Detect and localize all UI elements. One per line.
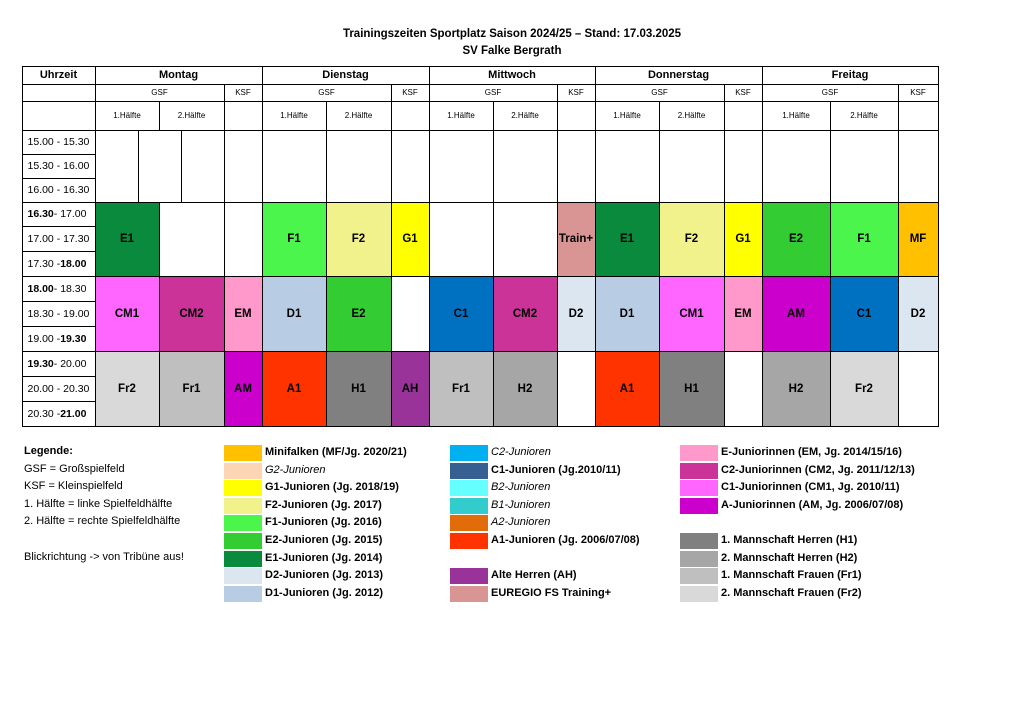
day-header-montag: Montag bbox=[95, 66, 263, 85]
legend-item: B2-Junioren bbox=[491, 481, 551, 494]
page-title: Trainingszeiten Sportplatz Saison 2024/25 – Stand: 17.03.2025 bbox=[342, 28, 682, 40]
slot-d2: D2 bbox=[557, 276, 596, 352]
ksf-subheader bbox=[898, 101, 939, 131]
legend-note: 1. Hälfte = linke Spielfeldhälfte bbox=[24, 497, 173, 510]
slot-h2: H2 bbox=[493, 351, 558, 427]
slot-e2: E2 bbox=[762, 202, 831, 277]
slot-e1: E1 bbox=[95, 202, 160, 277]
time-label: 16.00 - 16.30 bbox=[22, 178, 96, 203]
slot-a1: A1 bbox=[595, 351, 660, 427]
legend-title: Legende: bbox=[24, 445, 73, 457]
slot-g1: G1 bbox=[391, 202, 430, 277]
gsf-header: GSF bbox=[762, 84, 899, 102]
empty-slot bbox=[391, 130, 430, 203]
empty-slot bbox=[557, 351, 596, 427]
ksf-subheader bbox=[724, 101, 763, 131]
legend-item: C1-Juniorinnen (CM1, Jg. 2010/11) bbox=[721, 481, 900, 494]
empty-slot bbox=[262, 130, 327, 203]
slot-fr1: Fr1 bbox=[429, 351, 494, 427]
slot-am: AM bbox=[224, 351, 263, 427]
ksf-subheader bbox=[391, 101, 430, 131]
day-header-mittwoch: Mittwoch bbox=[429, 66, 596, 85]
empty-slot bbox=[557, 130, 596, 203]
club-name: SV Falke Bergrath bbox=[462, 45, 562, 57]
gsf-header: GSF bbox=[262, 84, 392, 102]
legend-swatch bbox=[450, 515, 488, 531]
empty-slot bbox=[429, 130, 494, 203]
legend-swatch bbox=[680, 551, 718, 567]
slot-h1: H1 bbox=[659, 351, 725, 427]
empty-slot bbox=[898, 130, 939, 203]
legend-item: 1. Mannschaft Frauen (Fr1) bbox=[721, 569, 862, 582]
slot-e1: E1 bbox=[595, 202, 660, 277]
legend-swatch bbox=[224, 586, 262, 602]
legend-item: G1-Junioren (Jg. 2018/19) bbox=[265, 481, 399, 494]
legend-swatch bbox=[224, 498, 262, 514]
slot-am: AM bbox=[762, 276, 831, 352]
legend-swatch bbox=[450, 586, 488, 602]
legend-swatch bbox=[224, 551, 262, 567]
legend-item: C1-Junioren (Jg.2010/11) bbox=[491, 463, 621, 476]
slot-c1: C1 bbox=[830, 276, 899, 352]
legend-swatch bbox=[224, 533, 262, 549]
half1-header: 1.Hälfte bbox=[595, 101, 660, 131]
time-header-blank bbox=[22, 84, 96, 102]
gsf-header: GSF bbox=[429, 84, 558, 102]
legend-item: E2-Junioren (Jg. 2015) bbox=[265, 534, 383, 546]
half2-header: 2.Hälfte bbox=[493, 101, 558, 131]
empty-slot bbox=[762, 130, 831, 203]
ksf-subheader bbox=[224, 101, 263, 131]
empty-slot bbox=[595, 130, 660, 203]
slot-ah: AH bbox=[391, 351, 430, 427]
legend-swatch bbox=[224, 463, 262, 479]
half1-header: 1.Hälfte bbox=[262, 101, 327, 131]
empty-slot bbox=[224, 130, 263, 203]
ksf-header: KSF bbox=[391, 84, 430, 102]
slot-em: EM bbox=[224, 276, 263, 352]
time-label: 16.30 - 17.00 bbox=[22, 202, 96, 227]
half1-header: 1.Hälfte bbox=[95, 101, 160, 131]
slot-f1: F1 bbox=[830, 202, 899, 277]
ksf-header: KSF bbox=[557, 84, 596, 102]
legend-swatch bbox=[450, 568, 488, 584]
legend-swatch bbox=[680, 480, 718, 496]
legend-item: C2-Juniorinnen (CM2, Jg. 2011/12/13) bbox=[721, 463, 915, 476]
legend-swatch bbox=[224, 445, 262, 461]
slot-cm1: CM1 bbox=[659, 276, 725, 352]
empty-slot bbox=[159, 202, 225, 277]
time-label: 15.30 - 16.00 bbox=[22, 154, 96, 179]
legend-item: Minifalken (MF/Jg. 2020/21) bbox=[265, 446, 407, 458]
half1-header: 1.Hälfte bbox=[762, 101, 831, 131]
legend-item: A2-Junioren bbox=[491, 516, 551, 529]
slot-d1: D1 bbox=[262, 276, 327, 352]
empty-slot bbox=[95, 130, 139, 203]
half2-header: 2.Hälfte bbox=[659, 101, 725, 131]
empty-slot bbox=[493, 130, 558, 203]
schedule-table bbox=[22, 66, 938, 426]
legend-item: 2. Mannschaft Frauen (Fr2) bbox=[721, 586, 862, 599]
gsf-header: GSF bbox=[595, 84, 725, 102]
slot-g1: G1 bbox=[724, 202, 763, 277]
legend-swatch bbox=[224, 568, 262, 584]
legend-swatch bbox=[680, 498, 718, 514]
legend-swatch bbox=[680, 586, 718, 602]
legend-item: D1-Junioren (Jg. 2012) bbox=[265, 586, 383, 599]
empty-slot bbox=[493, 202, 558, 277]
slot-mf: MF bbox=[898, 202, 939, 277]
legend-swatch bbox=[224, 515, 262, 531]
ksf-header: KSF bbox=[898, 84, 939, 102]
slot-h1: H1 bbox=[326, 351, 392, 427]
gsf-header: GSF bbox=[95, 84, 225, 102]
time-label: 18.00 - 18.30 bbox=[22, 276, 96, 302]
legend-item: F2-Junioren (Jg. 2017) bbox=[265, 498, 382, 511]
slot-trainplus: Train+ bbox=[557, 202, 596, 277]
legend-item: B1-Junioren bbox=[491, 498, 551, 511]
slot-h2: H2 bbox=[762, 351, 831, 427]
legend-note: KSF = Kleinspielfeld bbox=[24, 480, 123, 493]
slot-fr2: Fr2 bbox=[95, 351, 160, 427]
legend-swatch bbox=[680, 568, 718, 584]
empty-slot bbox=[830, 130, 899, 203]
legend-item: 1. Mannschaft Herren (H1) bbox=[721, 534, 858, 546]
slot-c1: C1 bbox=[429, 276, 494, 352]
legend-item: E-Juniorinnen (EM, Jg. 2014/15/16) bbox=[721, 446, 902, 458]
time-label: 17.00 - 17.30 bbox=[22, 226, 96, 252]
half1-header: 1.Hälfte bbox=[429, 101, 494, 131]
time-header-blank bbox=[22, 101, 96, 131]
legend-swatch bbox=[680, 533, 718, 549]
half2-header: 2.Hälfte bbox=[830, 101, 899, 131]
legend-swatch bbox=[450, 463, 488, 479]
day-header-dienstag: Dienstag bbox=[262, 66, 430, 85]
legend-swatch bbox=[450, 480, 488, 496]
legend-item: A1-Junioren (Jg. 2006/07/08) bbox=[491, 534, 640, 546]
empty-slot bbox=[138, 130, 182, 203]
legend-swatch bbox=[224, 480, 262, 496]
legend-note: GSF = Großspielfeld bbox=[24, 462, 125, 475]
slot-a1: A1 bbox=[262, 351, 327, 427]
empty-slot bbox=[181, 130, 225, 203]
ksf-header: KSF bbox=[724, 84, 763, 102]
legend-item: G2-Junioren bbox=[265, 463, 326, 476]
time-label: 19.30 - 20.00 bbox=[22, 351, 96, 377]
legend-item: F1-Junioren (Jg. 2016) bbox=[265, 516, 382, 529]
legend-swatch bbox=[450, 533, 488, 549]
slot-cm2: CM2 bbox=[159, 276, 225, 352]
slot-cm2: CM2 bbox=[493, 276, 558, 352]
legend-item: 2. Mannschaft Herren (H2) bbox=[721, 551, 858, 564]
time-label: 19.00 - 19.30 bbox=[22, 326, 96, 352]
day-header-freitag: Freitag bbox=[762, 66, 939, 85]
legend-item: D2-Junioren (Jg. 2013) bbox=[265, 569, 383, 582]
half2-header: 2.Hälfte bbox=[326, 101, 392, 131]
day-header-donnerstag: Donnerstag bbox=[595, 66, 763, 85]
empty-slot bbox=[724, 130, 763, 203]
legend-note: 2. Hälfte = rechte Spielfeldhälfte bbox=[24, 515, 181, 528]
legend-item: E1-Junioren (Jg. 2014) bbox=[265, 551, 383, 564]
time-header: Uhrzeit bbox=[22, 66, 96, 85]
slot-f1: F1 bbox=[262, 202, 327, 277]
time-label: 17.30 - 18.00 bbox=[22, 251, 96, 277]
legend-item: Alte Herren (AH) bbox=[491, 569, 577, 582]
legend-note: Blickrichtung -> von Tribüne aus! bbox=[24, 550, 184, 563]
slot-em: EM bbox=[724, 276, 763, 352]
slot-d1: D1 bbox=[595, 276, 660, 352]
slot-cm1: CM1 bbox=[95, 276, 160, 352]
time-label: 15.00 - 15.30 bbox=[22, 130, 96, 155]
empty-slot bbox=[224, 202, 263, 277]
slot-fr2: Fr2 bbox=[830, 351, 899, 427]
legend-item: EUREGIO FS Training+ bbox=[491, 586, 612, 599]
time-label: 18.30 - 19.00 bbox=[22, 301, 96, 327]
empty-slot bbox=[391, 276, 430, 352]
slot-d2: D2 bbox=[898, 276, 939, 352]
half2-header: 2.Hälfte bbox=[159, 101, 225, 131]
slot-f2: F2 bbox=[326, 202, 392, 277]
empty-slot bbox=[326, 130, 392, 203]
legend-swatch bbox=[450, 498, 488, 514]
legend-swatch bbox=[680, 445, 718, 461]
time-label: 20.30 - 21.00 bbox=[22, 401, 96, 427]
empty-slot bbox=[724, 351, 763, 427]
ksf-header: KSF bbox=[224, 84, 263, 102]
legend-item: A-Juniorinnen (AM, Jg. 2006/07/08) bbox=[721, 498, 904, 511]
time-label: 20.00 - 20.30 bbox=[22, 376, 96, 402]
legend-swatch bbox=[680, 463, 718, 479]
slot-fr1: Fr1 bbox=[159, 351, 225, 427]
empty-slot bbox=[898, 351, 939, 427]
slot-f2: F2 bbox=[659, 202, 725, 277]
empty-slot bbox=[429, 202, 494, 277]
legend-item: C2-Junioren bbox=[491, 446, 551, 458]
slot-e2: E2 bbox=[326, 276, 392, 352]
ksf-subheader bbox=[557, 101, 596, 131]
empty-slot bbox=[659, 130, 725, 203]
legend-swatch bbox=[450, 445, 488, 461]
